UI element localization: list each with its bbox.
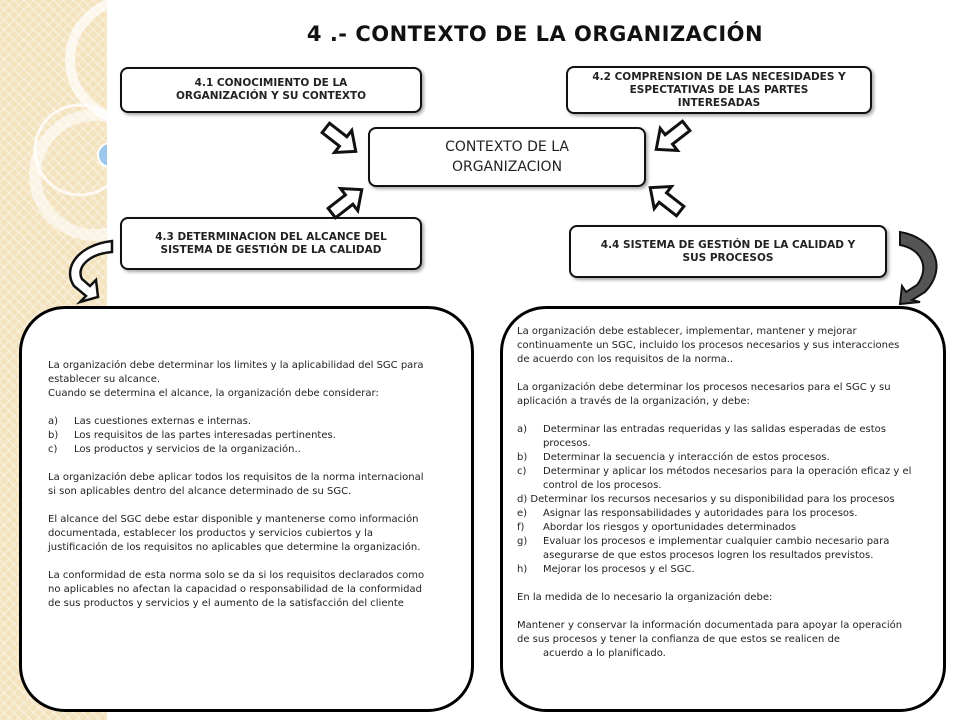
list-marker: c) [517, 466, 527, 477]
list-text: Mejorar los procesos y el SGC. [543, 564, 695, 575]
box2-line2: ESPECTATIVAS DE LAS PARTES [629, 83, 809, 96]
list-text: Los productos y servicios de la organización.. [74, 444, 301, 455]
arrow-box4-to-center [642, 177, 689, 222]
list-item [517, 535, 913, 563]
left-p2: Cuando se determina el alcance, la organización debe considerar: [48, 388, 379, 399]
box2-line1: 4.2 COMPRENSION DE LAS NECESIDADES Y [592, 70, 846, 83]
list-item [48, 443, 431, 457]
box4-line2: SUS PROCESOS [682, 251, 774, 264]
page-title: 4 .- CONTEXTO DE LA ORGANIZACIÓN [306, 22, 764, 46]
right-item-d: d) Determinar los recursos necesarios y su disponibilidad para los procesos [517, 494, 895, 505]
list-marker: b) [48, 430, 59, 441]
list-text: Abordar los riesgos y oportunidades determinados [543, 522, 797, 533]
box4-line1: 4.4 SISTEMA DE GESTIÓN DE LA CALIDAD Y [600, 238, 856, 251]
arrow-box1-to-center [317, 117, 364, 162]
box-contexto-central [368, 127, 646, 187]
center-line2: ORGANIZACION [451, 159, 563, 175]
list-text: Determinar la secuencia y interacción de estos procesos. [543, 452, 830, 463]
right-p2: La organización debe determinar los procesos necesarios para el SGC y su aplicación a través de la organización, y debe: [517, 382, 891, 407]
center-line1: CONTEXTO DE LA [445, 139, 569, 155]
right-p4b: acuerdo a lo planificado. [543, 648, 666, 659]
left-p4: El alcance del SGC debe estar disponible y mantenerse como información documentada, establecer los productos y servicios cubiertos y la justificación de los requisitos no aplicables que determine la organización. [48, 514, 421, 553]
list-item [517, 423, 913, 451]
left-p5: La conformidad de esta norma solo se da si los requisitos declarados como no aplicables no afectan la capacidad o responsabilidad de la conformidad de sus productos y servicios y el aumento de la satisfacción del cliente [48, 570, 425, 609]
list-marker: f) [517, 522, 525, 533]
left-p1: La organización debe determinar los limites y la aplicabilidad del SGC para establecer su alcance. [48, 360, 424, 385]
list-text: Los requisitos de las partes interesadas pertinentes. [74, 430, 336, 441]
box1-line2: ORGANIZACIÓN Y SU CONTEXTO [175, 90, 367, 102]
list-marker: a) [517, 424, 528, 435]
box1-line1: 4.1 CONOCIMIENTO DE LA [194, 77, 348, 89]
list-text: Evaluar los procesos e implementar cualquier cambio necesario para asegurarse de que estos procesos logren los resultados previstos. [543, 536, 890, 561]
box3-line1: 4.3 DETERMINACION DEL ALCANCE DEL [155, 230, 387, 243]
list-item [517, 507, 913, 521]
curved-arrow-right [900, 232, 937, 304]
list-item [48, 429, 431, 443]
box2-line3: INTERESADAS [677, 96, 761, 109]
list-marker: e) [517, 508, 528, 519]
right-p1: La organización debe establecer, implementar, mantener y mejorar continuamente un SGC, incluido los procesos necesarios y sus interacciones de acuerdo con los requisitos de la norma.. [517, 326, 900, 365]
panel-procesos-detalle [500, 306, 946, 712]
list-text: Asignar las responsabilidades y autoridades para los procesos. [543, 508, 858, 519]
list-item [48, 415, 431, 429]
list-marker: b) [517, 452, 528, 463]
box-sgc-procesos [569, 225, 887, 278]
arrow-box2-to-center [648, 115, 695, 160]
right-p3: En la medida de lo necesario la organización debe: [517, 592, 773, 603]
list-text: Determinar las entradas requeridas y las salidas esperadas de estos procesos. [543, 424, 886, 449]
box-conocimiento-organizacion [120, 67, 422, 113]
panel-alcance-detalle [19, 306, 474, 712]
list-text: Las cuestiones externas e internas. [74, 416, 252, 427]
list-item [517, 465, 913, 493]
box3-line2: SISTEMA DE GESTIÓN DE LA CALIDAD [160, 243, 382, 256]
list-marker: a) [48, 416, 59, 427]
box-alcance-sgc [120, 217, 422, 270]
list-marker: g) [517, 536, 528, 547]
list-item [517, 451, 913, 465]
box-comprension-necesidades [566, 66, 872, 114]
left-p3: La organización debe aplicar todos los requisitos de la norma internacional si son aplicables dentro del alcance determinado de su SGC. [48, 472, 424, 497]
list-marker: c) [48, 444, 58, 455]
right-p4: Mantener y conservar la información documentada para apoyar la operación de sus procesos y tener la confianza de que estos se realicen de [517, 620, 903, 645]
list-marker: h) [517, 564, 528, 575]
list-item [517, 563, 913, 577]
list-text: Determinar y aplicar los métodos necesarios para la operación eficaz y el control de los procesos. [543, 466, 912, 491]
list-item [517, 521, 913, 535]
